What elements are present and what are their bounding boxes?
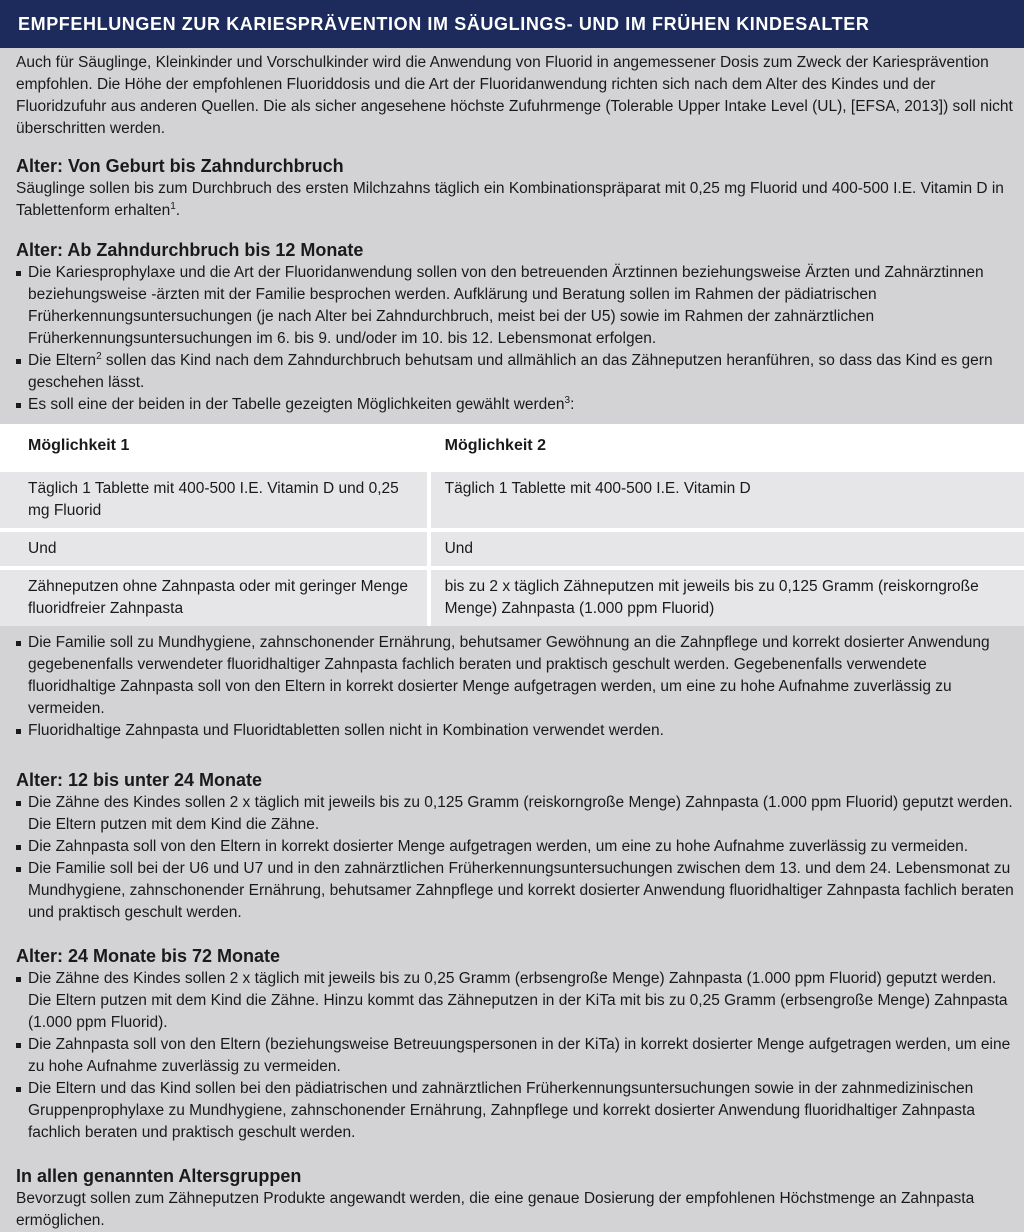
section-title-0-12: Alter: Ab Zahndurchbruch bis 12 Monate [16,240,364,260]
list-item-text: sollen das Kind nach dem Zahndurchbruch behutsam und allmählich an das Zähneputzen heranführen, so dass das Kind es gern geschehen lässt. [28,352,993,391]
list-item [16,858,1018,924]
section-text-birth [16,178,1018,222]
page-title: EMPFEHLUNGEN ZUR KARIESPRÄVENTION IM SÄUGLINGS- UND IM FRÜHEN KINDESALTER [18,13,870,34]
section1-text: Säuglinge sollen bis zum Durchbruch des ersten Milchzahns täglich ein Kombinationspräparat mit 0,25 mg Fluorid und 400-500 I.E. Vitamin D in Tablettenform erhalten [16,180,1004,219]
list-item-text: Die Eltern und das Kind sollen bei den pädiatrischen und zahnärztlichen Früherkennungsuntersuchungen sowie in der zahnmedizinischen Gruppenprophylaxe zu Mundhygiene, zahnschonender Ernährung, Zahnpflege und korrekt dosierter Anwendung fluoridhaltiger Zahnpasta fachlich beraten und praktisch geschult werden. [28,1080,975,1141]
table-header-option-1: Möglichkeit 1 [0,424,429,470]
table-row [0,568,1024,626]
list-item-text: : [570,396,575,413]
page-header [0,0,1024,48]
section-title-24-72: Alter: 24 Monate bis 72 Monate [16,946,281,966]
bullet-icon [16,1087,21,1092]
list-item [16,1078,1018,1144]
list-item-text: Es soll eine der beiden in der Tabelle gezeigten Möglichkeiten gewählt werden [28,396,565,413]
section-text-all-ages: Bevorzugt sollen zum Zähneputzen Produkte angewandt werden, die eine genaue Dosierung der empfohlenen Höchstmenge an Zahnpasta ermöglichen. [16,1190,975,1229]
bullet-icon [16,867,21,872]
list-item [16,968,1018,1034]
list-item [16,632,1018,720]
bullet-icon [16,641,21,646]
footnote-2: 2 [96,350,102,362]
list-item [16,836,1018,858]
table-cell: Und [429,530,1024,568]
list-item-text: Die Kariesprophylaxe und die Art der Fluoridanwendung sollen von den betreuenden Ärztinnen beziehungsweise Ärzten und Zahnärztinnen beziehungsweise -ärzten mit der Familie besprochen werden. Aufklärung und Beratung sollen im Rahmen der pädiatrischen Früherkennungsuntersuchungen (je nach Alter bei Zahndurchbruch, meist bei der U5) sowie im Rahmen der zahnärztlichen Früherkennungsuntersuchungen im 6. bis 9. und/oder im 10. bis 12. Lebensmonat erfolgen. [28,264,984,347]
table-header-row [0,424,1024,470]
list-item-text: Die Zähne des Kindes sollen 2 x täglich mit jeweils bis zu 0,125 Gramm (reiskorngroße Menge) Zahnpasta (1.000 ppm Fluorid) geputzt werden. Die Eltern putzen mit dem Kind die Zähne. [28,794,1013,833]
table-cell: Zähneputzen ohne Zahnpasta oder mit geringer Menge fluoridfreier Zahnpasta [0,568,429,626]
list-item [16,262,1018,350]
list-item-text: Die Zähne des Kindes sollen 2 x täglich mit jeweils bis zu 0,25 Gramm (erbsengroße Menge) Zahnpasta (1.000 ppm Fluorid) geputzt werden. Die Eltern putzen mit dem Kind die Zähne. Hinzu kommt das Zähneputzen in der KiTa mit bis zu 0,25 Gramm (erbsengroße Menge) Zahnpasta (1.000 ppm Fluorid). [28,970,1008,1031]
content [0,48,1024,1232]
table-cell: Täglich 1 Tablette mit 400-500 I.E. Vitamin D und 0,25 mg Fluorid [0,470,429,530]
table-row [0,530,1024,568]
bullet-list-0-12-after [16,632,1018,742]
options-table [0,424,1024,626]
section-title-12-24: Alter: 12 bis unter 24 Monate [16,770,263,790]
table-cell: bis zu 2 x täglich Zähneputzen mit jeweils bis zu 0,125 Gramm (reiskorngroße Menge) Zahnpasta (1.000 ppm Fluorid) [429,568,1024,626]
bullet-icon [16,271,21,276]
intro-text: Auch für Säuglinge, Kleinkinder und Vorschulkinder wird die Anwendung von Fluorid in angemessener Dosis zum Zweck der Kariesprävention empfohlen. Die Höhe der empfohlenen Fluoriddosis und die Art der Fluoridanwendung richten sich nach dem Alter des Kindes und der Fluoridzufuhr aus anderen Quellen. Die als sicher angesehene höchste Zufuhrmenge (Tolerable Upper Intake Level (UL), [EFSA, 2013]) soll nicht überschritten werden. [16,54,1013,137]
bullet-icon [16,1043,21,1048]
bullet-icon [16,359,21,364]
list-item [16,394,1018,416]
bullet-list-0-12 [16,262,1018,416]
list-item-text: Die Eltern [28,352,97,369]
bullet-icon [16,845,21,850]
bullet-icon [16,403,21,408]
table-header-option-2: Möglichkeit 2 [429,424,1024,470]
section1-end: . [175,202,181,219]
bullet-list-24-72 [16,968,1018,1144]
list-item-text: Die Familie soll zu Mundhygiene, zahnschonender Ernährung, behutsamer Gewöhnung an die Zahnpflege und korrekt dosierter Anwendung gegebenenfalls verwendeter fluoridhaltiger Zahnpasta fachlich beraten und praktisch geschult werden. Gegebenenfalls verwendete fluoridhaltige Zahnpasta soll von den Eltern in korrekt dosierter Menge aufgetragen werden, um eine zu hohe Aufnahme zuverlässig zu vermeiden. [28,634,990,717]
list-item [16,720,1018,742]
bullet-list-12-24 [16,792,1018,924]
bullet-icon [16,977,21,982]
table-row [0,470,1024,530]
footnote-3: 3 [564,394,571,406]
list-item [16,350,1018,394]
list-item-text: Fluoridhaltige Zahnpasta und Fluoridtabletten sollen nicht in Kombination verwendet werden. [28,722,664,739]
table-cell: Und [0,530,429,568]
bullet-icon [16,729,21,734]
table-cell: Täglich 1 Tablette mit 400-500 I.E. Vitamin D [429,470,1024,530]
bullet-icon [16,801,21,806]
list-item-text: Die Zahnpasta soll von den Eltern in korrekt dosierter Menge aufgetragen werden, um eine zu hohe Aufnahme zuverlässig zu vermeiden. [28,838,969,855]
footnote-1: 1 [170,200,176,212]
list-item-text: Die Zahnpasta soll von den Eltern (beziehungsweise Betreuungspersonen in der KiTa) in korrekt dosierter Menge aufgetragen werden, um eine zu hohe Aufnahme zuverlässig zu vermeiden. [28,1036,1011,1075]
section-title-birth: Alter: Von Geburt bis Zahndurchbruch [16,156,344,176]
list-item [16,1034,1018,1078]
list-item [16,792,1018,836]
section-title-all-ages: In allen genannten Altersgruppen [16,1166,302,1186]
list-item-text: Die Familie soll bei der U6 und U7 und in den zahnärztlichen Früherkennungsuntersuchungen zwischen dem 13. und dem 24. Lebensmonat zu Mundhygiene, zahnschonender Ernährung, behutsamer Zahnpflege und korrekt dosierter Anwendung fluoridhaltiger Zahnpasta fachlich beraten und praktisch geschult werden. [28,860,1014,921]
